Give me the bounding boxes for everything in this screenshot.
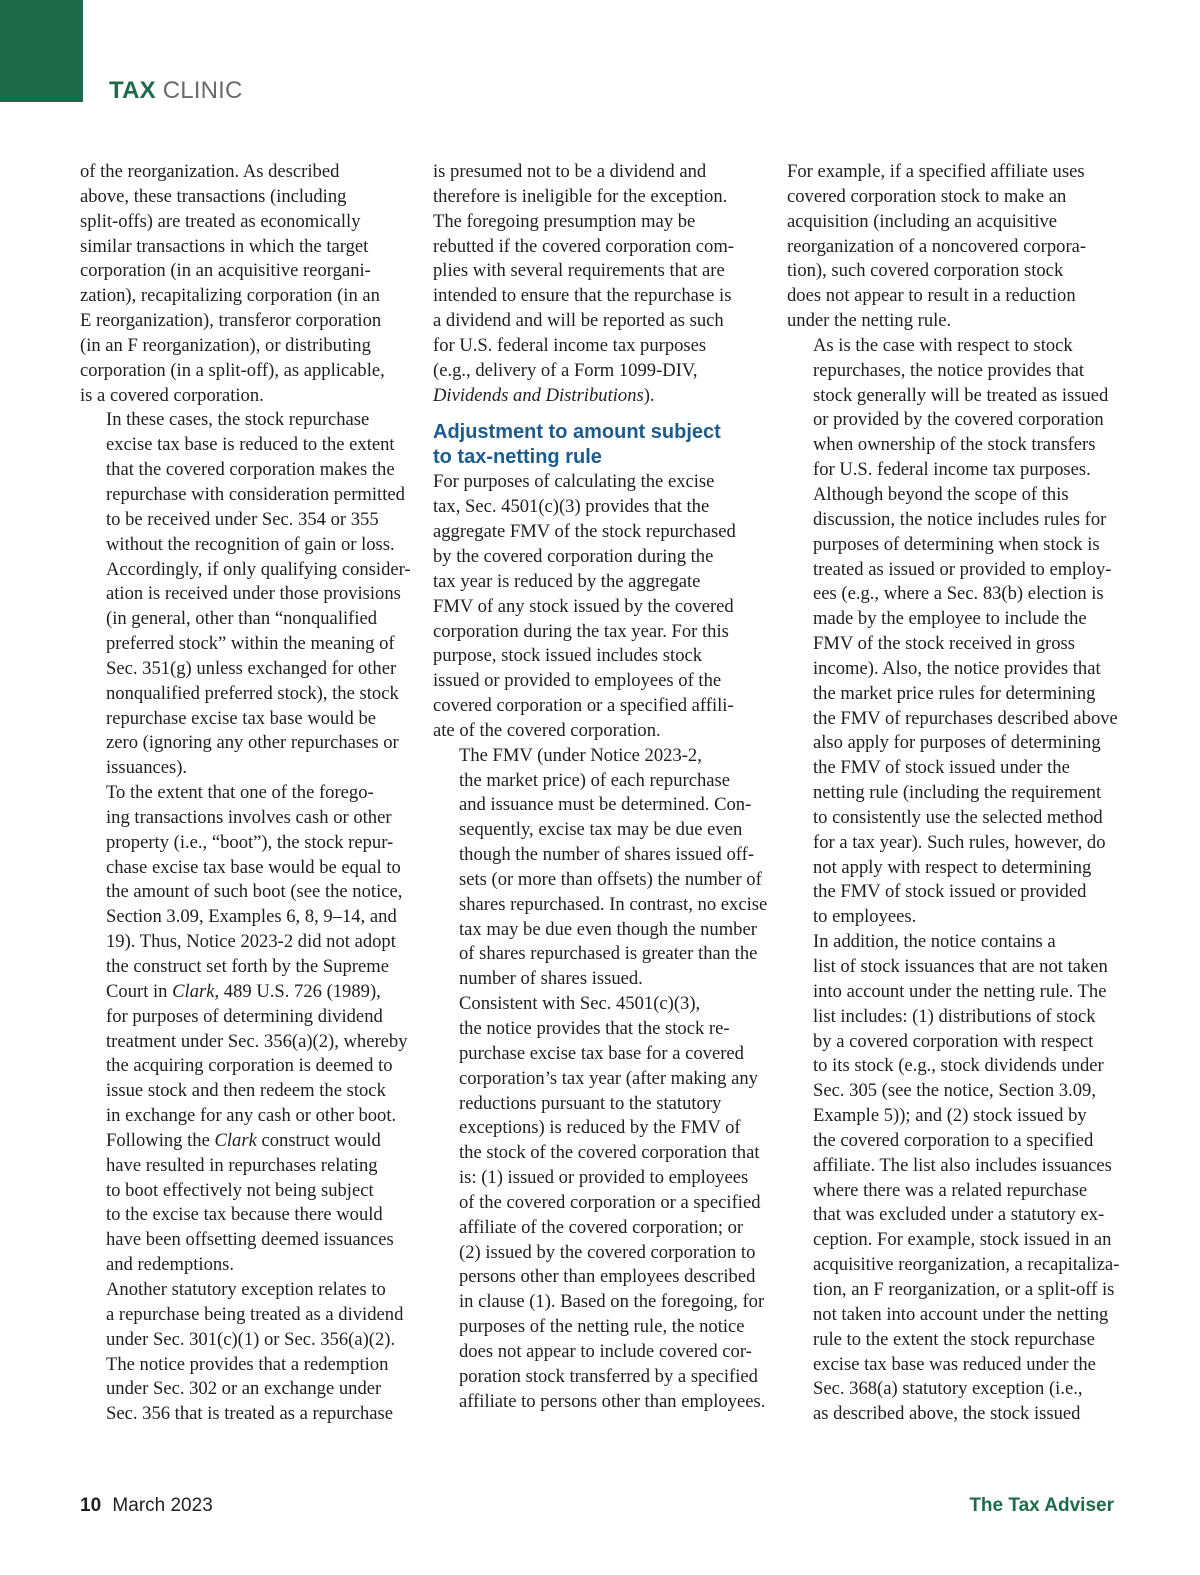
text-line: Consistent with Sec. 4501(c)(3),	[459, 993, 701, 1015]
text-line: for a tax year). Such rules, however, do	[813, 831, 1106, 853]
text-line: (e.g., delivery of a Form 1099-DIV,	[433, 359, 698, 381]
text-line: rule to the extent the stock repurchase	[813, 1328, 1095, 1350]
text-line: corporation during the tax year. For this	[433, 620, 729, 642]
text-line: To the extent that one of the forego-	[106, 782, 374, 804]
text-line: E reorganization), transferor corporation	[80, 310, 382, 332]
text-line: is a covered corporation.	[80, 384, 264, 406]
section-color-tab	[0, 0, 83, 102]
text-line: and redemptions.	[106, 1254, 235, 1276]
text-line: In addition, the notice contains a	[813, 931, 1056, 953]
text-line: under Sec. 302 or an exchange under	[106, 1378, 382, 1400]
text-line: the notice provides that the stock re-	[459, 1018, 730, 1039]
text-line: therefore is ineligible for the exception.	[433, 185, 728, 207]
text-line: Example 5)); and (2) stock issued by	[813, 1105, 1087, 1127]
text-line: issuances).	[106, 757, 188, 779]
text-line: repurchases, the notice provides that	[813, 359, 1085, 381]
text-line: For example, if a specified affiliate uses	[787, 161, 1085, 182]
text-line: ception. For example, stock issued in an	[813, 1229, 1112, 1251]
text-line: purposes of the netting rule, the notice	[459, 1316, 745, 1338]
text-line: For purposes of calculating the excise	[433, 471, 715, 493]
text-line: preferred stock” within the meaning of	[106, 633, 395, 655]
text-line: without the recognition of gain or loss.	[106, 533, 395, 555]
paragraph	[80, 408, 415, 781]
text-line: The FMV (under Notice 2023-2,	[459, 744, 702, 766]
column-2	[433, 160, 768, 1415]
paragraph	[433, 470, 768, 743]
text-line: that the covered corporation makes the	[106, 459, 395, 481]
text-line: excise tax base is reduced to the extent	[106, 434, 395, 456]
text-line: FMV of the stock received in gross	[813, 633, 1075, 655]
page-number: 10	[80, 1495, 102, 1516]
text-line: as described above, the stock issued	[813, 1403, 1081, 1425]
column-1	[80, 160, 415, 1427]
text-line: Following the Clark construct would	[106, 1129, 381, 1151]
text-line: tax, Sec. 4501(c)(3) provides that the	[433, 496, 710, 518]
text-line: of shares repurchased is greater than the	[459, 943, 758, 965]
text-line: Another statutory exception relates to	[106, 1278, 386, 1300]
paragraph	[433, 744, 768, 992]
text-line: the FMV of repurchases described above	[813, 707, 1118, 729]
text-line: property (i.e., “boot”), the stock repur-	[106, 831, 394, 853]
paragraph	[433, 992, 768, 1414]
text-line: a dividend and will be reported as such	[433, 310, 724, 332]
text-line: shares repurchased. In contrast, no excise	[459, 893, 768, 915]
text-line: not taken into account under the netting	[813, 1303, 1109, 1325]
text-line: rebutted if the covered corporation com-	[433, 235, 734, 257]
paragraph	[787, 930, 1122, 1427]
text-line: ate of the covered corporation.	[433, 719, 661, 741]
text-line: by the covered corporation during the	[433, 545, 714, 567]
text-line: is: (1) issued or provided to employees	[459, 1167, 749, 1189]
column-3	[787, 160, 1122, 1427]
text-line: tion), such covered corporation stock	[787, 260, 1064, 282]
text-line: the construct set forth by the Supreme	[106, 956, 389, 977]
text-line: made by the employee to include the	[813, 608, 1087, 630]
text-line: Accordingly, if only qualifying consider-	[106, 558, 411, 580]
text-line: the covered corporation to a specified	[813, 1129, 1094, 1151]
text-line: the market price rules for determining	[813, 682, 1096, 704]
text-line: ing transactions involves cash or other	[106, 806, 392, 828]
text-line: Adjustment to amount subject	[433, 421, 721, 444]
text-line: reorganization of a noncovered corpora-	[787, 235, 1087, 257]
text-line: (in an F reorganization), or distributing	[80, 334, 371, 356]
text-line: treatment under Sec. 356(a)(2), whereby	[106, 1030, 408, 1052]
paragraph	[787, 160, 1122, 334]
text-line: to boot effectively not being subject	[106, 1179, 374, 1201]
text-line: intended to ensure that the repurchase is	[433, 285, 732, 307]
text-line: the market price) of each repurchase	[459, 769, 730, 791]
text-line: plies with several requirements that are	[433, 260, 725, 282]
text-line: corporation (in a split-off), as applicable,	[80, 359, 385, 381]
section-header-light: CLINIC	[162, 77, 243, 104]
text-line: ation is received under those provisions	[106, 583, 401, 605]
text-line: chase excise tax base would be equal to	[106, 856, 401, 878]
text-line: Sec. 356 that is treated as a repurchase	[106, 1403, 394, 1425]
text-line: the acquiring corporation is deemed to	[106, 1055, 393, 1077]
text-line: poration stock transferred by a specified	[459, 1365, 758, 1387]
text-line: repurchase excise tax base would be	[106, 707, 377, 729]
text-line: for U.S. federal income tax purposes	[433, 334, 707, 356]
text-line: acquisition (including an acquisitive	[787, 210, 1058, 232]
text-line: Sec. 351(g) unless exchanged for other	[106, 657, 397, 679]
text-line: list includes: (1) distributions of stock	[813, 1005, 1096, 1027]
text-line: to the excise tax because there would	[106, 1204, 383, 1226]
text-line: Court in Clark, 489 U.S. 726 (1989),	[106, 980, 381, 1002]
text-line: acquisitive reorganization, a recapitaliza-	[813, 1254, 1120, 1276]
text-line: also apply for purposes of determining	[813, 732, 1101, 754]
text-line: of the covered corporation or a specified	[459, 1191, 761, 1213]
text-line: under Sec. 301(c)(1) or Sec. 356(a)(2).	[106, 1328, 396, 1350]
text-line: affiliate. The list also includes issuances	[813, 1154, 1112, 1176]
text-line: FMV of any stock issued by the covered	[433, 595, 734, 617]
issue-date: March 2023	[112, 1495, 213, 1516]
text-line: ees (e.g., where a Sec. 83(b) election is	[813, 583, 1104, 605]
text-line: covered corporation or a specified affili-	[433, 695, 734, 717]
text-line: sequently, excise tax may be due even	[459, 819, 743, 841]
text-line: aggregate FMV of the stock repurchased	[433, 521, 736, 543]
text-line: to its stock (e.g., stock dividends under	[813, 1055, 1104, 1077]
text-line: similar transactions in which the target	[80, 235, 369, 257]
text-line: in clause (1). Based on the foregoing, for	[459, 1291, 765, 1313]
text-line: issue stock and then redeem the stock	[106, 1080, 386, 1102]
text-line: the FMV of stock issued under the	[813, 757, 1070, 779]
text-line: not apply with respect to determining	[813, 856, 1092, 878]
text-line: tion, an F reorganization, or a split-off is	[813, 1278, 1115, 1300]
page-footer-left	[80, 1494, 213, 1518]
text-line: stock generally will be treated as issued	[813, 384, 1109, 406]
section-header	[109, 76, 243, 106]
text-line: The notice provides that a redemption	[106, 1353, 389, 1375]
text-line: netting rule (including the requirement	[813, 782, 1102, 804]
text-line: nonqualified preferred stock), the stock	[106, 682, 399, 704]
text-line: tax year is reduced by the aggregate	[433, 570, 701, 592]
text-line: affiliate to persons other than employees.	[459, 1390, 766, 1412]
text-line: Although beyond the scope of this	[813, 483, 1069, 505]
text-line: in exchange for any cash or other boot.	[106, 1105, 397, 1127]
text-line: to be received under Sec. 354 or 355	[106, 508, 379, 530]
text-line: zation), recapitalizing corporation (in an	[80, 285, 380, 307]
text-line: for purposes of determining dividend	[106, 1005, 383, 1027]
text-line: or provided by the covered corporation	[813, 409, 1104, 431]
text-line: tax may be due even though the number	[459, 918, 757, 940]
text-line: corporation’s tax year (after making any	[459, 1067, 758, 1089]
text-line: when ownership of the stock transfers	[813, 434, 1096, 456]
text-line: discussion, the notice includes rules for	[813, 508, 1107, 530]
text-line: for U.S. federal income tax purposes.	[813, 459, 1091, 481]
text-line: treated as issued or provided to employ-	[813, 558, 1112, 580]
text-line: reductions pursuant to the statutory	[459, 1092, 722, 1114]
text-line: to consistently use the selected method	[813, 806, 1103, 828]
text-line: a repurchase being treated as a dividend	[106, 1303, 404, 1325]
text-line: issued or provided to employees of the	[433, 670, 722, 692]
text-line: list of stock issuances that are not taken	[813, 956, 1108, 977]
text-line: the stock of the covered corporation that	[459, 1142, 760, 1164]
text-line: 19). Thus, Notice 2023-2 did not adopt	[106, 931, 396, 953]
text-line: Section 3.09, Examples 6, 8, 9–14, and	[106, 906, 397, 928]
text-line: purpose, stock issued includes stock	[433, 645, 703, 667]
text-line: by a covered corporation with respect	[813, 1030, 1094, 1052]
text-line: corporation (in an acquisitive reorgani-	[80, 260, 371, 282]
text-line: income). Also, the notice provides that	[813, 657, 1101, 679]
text-line: have resulted in repurchases relating	[106, 1154, 378, 1176]
paragraph	[80, 160, 415, 408]
text-line: exceptions) is reduced by the FMV of	[459, 1117, 741, 1139]
text-line: In these cases, the stock repurchase	[106, 409, 370, 431]
text-line: excise tax base was reduced under the	[813, 1353, 1096, 1375]
text-line: though the number of shares issued off-	[459, 844, 755, 866]
text-line: under the netting rule.	[787, 310, 952, 332]
publication-name: The Tax Adviser	[969, 1495, 1114, 1516]
text-line: to employees.	[813, 906, 917, 928]
text-line: repurchase with consideration permitted	[106, 483, 405, 505]
text-line: (2) issued by the covered corporation to	[459, 1241, 756, 1263]
paragraph	[787, 334, 1122, 930]
text-line: does not appear to result in a reduction	[787, 285, 1076, 307]
text-line: split-offs) are treated as economically	[80, 210, 361, 232]
text-line: is presumed not to be a dividend and	[433, 161, 707, 182]
text-line: sets (or more than offsets) the number of	[459, 868, 762, 890]
text-line: the FMV of stock issued or provided	[813, 881, 1087, 903]
paragraph	[80, 781, 415, 1278]
text-line: the amount of such boot (see the notice,	[106, 881, 403, 903]
text-line: Dividends and Distributions).	[433, 384, 655, 406]
section-subhead	[433, 420, 768, 470]
text-line: does not appear to include covered cor-	[459, 1340, 752, 1362]
text-line: into account under the netting rule. The	[813, 980, 1107, 1002]
text-line: number of shares issued.	[459, 968, 643, 990]
text-line: that was excluded under a statutory ex-	[813, 1204, 1105, 1226]
text-line: purchase excise tax base for a covered	[459, 1042, 744, 1064]
text-line: where there was a related repurchase	[813, 1179, 1088, 1201]
text-line: The foregoing presumption may be	[433, 210, 696, 232]
text-line: to tax-netting rule	[433, 446, 602, 469]
text-line: above, these transactions (including	[80, 185, 347, 207]
text-line: purposes of determining when stock is	[813, 533, 1100, 555]
text-line: Sec. 305 (see the notice, Section 3.09,	[813, 1080, 1096, 1102]
text-line: of the reorganization. As described	[80, 161, 340, 182]
text-line: affiliate of the covered corporation; or	[459, 1216, 744, 1238]
text-line: have been offsetting deemed issuances	[106, 1229, 394, 1251]
section-header-strong: TAX	[109, 77, 156, 104]
text-line: As is the case with respect to stock	[813, 334, 1073, 356]
text-line: and issuance must be determined. Con-	[459, 794, 752, 816]
text-line: (in general, other than “nonqualified	[106, 608, 378, 630]
text-line: covered corporation stock to make an	[787, 185, 1067, 207]
text-line: Sec. 368(a) statutory exception (i.e.,	[813, 1378, 1083, 1400]
paragraph	[80, 1278, 415, 1427]
text-line: persons other than employees described	[459, 1266, 756, 1288]
paragraph	[433, 160, 768, 408]
text-line: zero (ignoring any other repurchases or	[106, 732, 399, 754]
